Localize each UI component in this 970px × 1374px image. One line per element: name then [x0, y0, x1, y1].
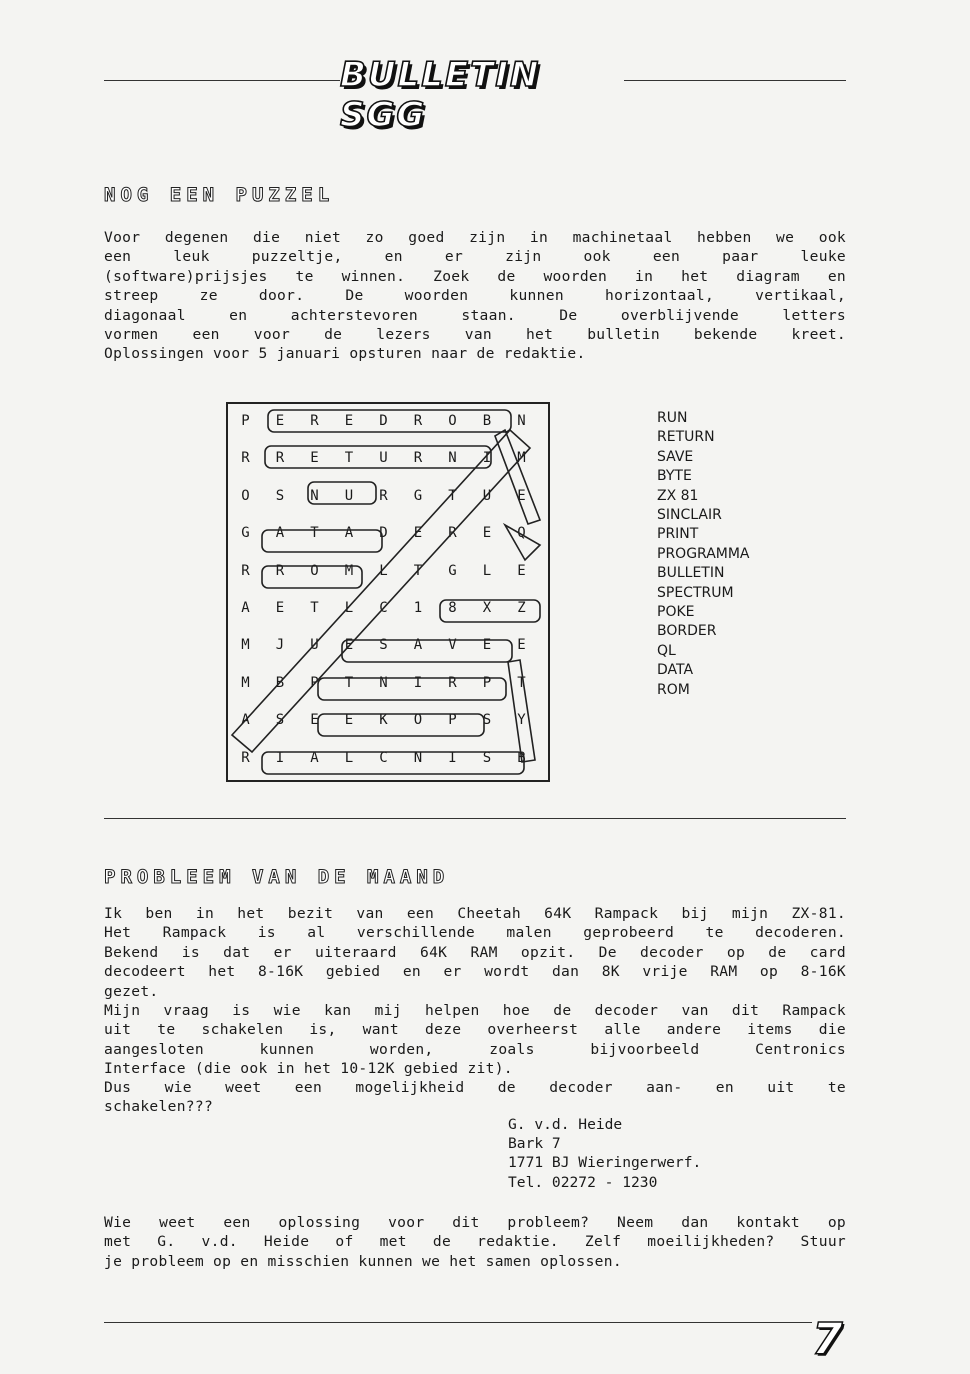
word-list-item: ROM	[657, 681, 690, 698]
text-line: streep ze door. De woorden kunnen horizontaal, vertikaal,	[104, 287, 846, 305]
word-list-item: PRINT	[657, 526, 699, 543]
word-list-item: SPECTRUM	[657, 584, 734, 601]
grid-cell: P	[448, 712, 457, 729]
grid-cell: E	[517, 562, 526, 579]
grid-cell: R	[275, 562, 285, 579]
text-line: diagonaal en achterstevoren staan. De overblijvende letters	[104, 306, 846, 324]
strike-rom	[262, 566, 362, 588]
text-line: Ik ben in het bezit van een Cheetah 64K Rampack bij mijn ZX-81.	[104, 905, 846, 922]
grid-cell: S	[275, 712, 285, 729]
grid-cell: R	[275, 450, 285, 467]
grid-cell: Q	[517, 525, 526, 542]
grid-cell: E	[344, 637, 354, 654]
grid-cell: U	[482, 487, 492, 504]
strike-border	[268, 410, 511, 432]
grid-cell: R	[379, 487, 388, 504]
problem-title: PROBLEEM VAN DE MAAND	[104, 866, 450, 888]
problem-paragraph-2	[104, 1001, 846, 1079]
grid-cell: R	[310, 413, 319, 429]
puzzle-title: NOG EEN PUZZEL	[104, 184, 335, 206]
grid-cell: A	[310, 749, 319, 766]
grid-cell: T	[448, 487, 457, 504]
text-line: gezet.	[104, 982, 159, 1000]
text-line: Oplossingen voor 5 januari opsturen naar de redaktie.	[104, 345, 586, 363]
grid-cell: M	[344, 562, 354, 579]
grid-cell: V	[448, 637, 457, 654]
grid-cell: M	[241, 674, 250, 691]
word-list-item: PROGRAMMA	[657, 545, 750, 562]
problem-paragraph-4	[104, 1213, 846, 1271]
strike-poke	[318, 714, 484, 736]
grid-cell: K	[379, 712, 388, 729]
grid-cell: A	[344, 525, 354, 542]
grid-cell: N	[310, 487, 319, 504]
grid-cell: E	[310, 712, 319, 729]
text-line: Dus wie weet een mogelijkheid de decoder aan- en uit te	[104, 1079, 846, 1096]
grid-cell: U	[310, 637, 319, 654]
grid-cell: E	[344, 712, 354, 729]
text-line: aangesloten kunnen worden, zoals bijvoorbeeld Centronics	[104, 1040, 846, 1058]
grid-cell: E	[517, 637, 526, 654]
grid-cell: S	[379, 637, 388, 654]
text-line: Het Rampack is al verschillende malen geprobeerd te decoderen.	[104, 924, 846, 942]
grid-cell: E	[275, 600, 285, 616]
grid-cell: 8	[448, 600, 457, 616]
text-line: schakelen???	[104, 1098, 214, 1116]
grid-cell: N	[517, 413, 526, 429]
grid-cell: U	[379, 450, 388, 467]
grid-cell: E	[482, 637, 492, 654]
text-line: Mijn vraag is wie kan mij helpen hoe de decoder van dit Rampack	[104, 1002, 846, 1019]
grid-cell: N	[413, 749, 423, 766]
strike-data	[262, 530, 382, 552]
grid-cell: E	[517, 487, 526, 504]
grid-cell: P	[241, 413, 250, 429]
grid-cell: R	[241, 450, 250, 467]
word-list-item: SINCLAIR	[657, 507, 722, 524]
grid-cell: E	[275, 413, 285, 429]
text-line: Bekend is dat er uiteraard 64K RAM opzit. De decoder op de card	[104, 943, 846, 961]
word-list-item: RUN	[657, 410, 688, 426]
grid-cell: L	[482, 562, 492, 579]
grid-cell: T	[310, 600, 319, 616]
grid-cell: T	[517, 674, 526, 691]
grid-cell: C	[379, 600, 388, 616]
grid-cell: L	[379, 562, 388, 579]
text-line: Voor degenen die niet zo goed zijn in machinetaal hebben we ook	[104, 229, 846, 246]
strike-sinclair	[262, 752, 524, 774]
grid-cell: G	[448, 562, 457, 579]
grid-cell: I	[482, 450, 492, 467]
grid-cell: X	[482, 600, 492, 616]
word-list	[657, 409, 750, 700]
grid-cell: A	[413, 637, 423, 654]
grid-cell: R	[413, 413, 423, 429]
grid-cell: E	[310, 450, 319, 467]
grid-cell: A	[241, 600, 250, 616]
address-line: Tel. 02272 - 1230	[508, 1173, 658, 1191]
grid-cell: E	[482, 525, 492, 542]
text-line: uit te schakelen is, want deze overheerst alle andere items die	[104, 1021, 846, 1039]
grid-cell: A	[275, 525, 285, 542]
grid-cell: G	[241, 525, 250, 542]
grid-cell: U	[344, 487, 354, 504]
grid-cell: N	[448, 450, 457, 467]
grid-cell: I	[413, 674, 423, 691]
grid-cell: S	[275, 487, 285, 504]
grid-cell: G	[413, 487, 423, 504]
word-list-item: SAVE	[657, 448, 694, 465]
grid-cell: T	[344, 450, 354, 467]
strike-print	[318, 678, 506, 700]
grid-cell: P	[310, 674, 319, 691]
grid-cell: M	[517, 450, 526, 467]
grid-cell: T	[413, 562, 423, 579]
grid-cell: E	[413, 525, 423, 542]
text-line: Wie weet een oplossing voor dit probleem? Neem dan kontakt op	[104, 1214, 846, 1231]
grid-cell: B	[517, 749, 526, 766]
grid-cell: R	[413, 450, 423, 467]
grid-cell: R	[241, 749, 250, 766]
grid-cell: 1	[413, 600, 423, 616]
grid-cell: N	[379, 674, 388, 691]
text-line: je probleem op en misschien kunnen we het samen oplossen.	[104, 1252, 622, 1270]
grid-cell: O	[310, 562, 319, 579]
contact-address	[508, 1115, 701, 1192]
strike-return	[265, 446, 491, 468]
grid-cell: R	[448, 525, 457, 542]
grid-cell: I	[275, 749, 285, 766]
bottom-rule	[104, 1322, 812, 1323]
grid-cell: S	[482, 712, 492, 729]
strike-byte	[508, 660, 535, 762]
grid-cell: Y	[517, 712, 526, 729]
word-list-item: RETURN	[657, 429, 715, 446]
grid-cell: I	[448, 749, 457, 766]
grid-cell: E	[344, 413, 354, 429]
word-list-item: DATA	[657, 662, 694, 679]
grid-cell: L	[344, 600, 354, 616]
address-line: 1771 BJ Wieringerwerf.	[508, 1154, 702, 1172]
grid-cell: T	[310, 525, 319, 542]
grid-cell: R	[448, 674, 457, 691]
text-line: een leuk puzzeltje, en er zijn ook een paar leuke	[104, 248, 846, 266]
word-list-item: QL	[657, 642, 676, 659]
grid-cell: T	[344, 674, 354, 691]
strike-spectrum	[232, 430, 530, 752]
grid-cell: D	[379, 525, 388, 542]
page-number: 7	[812, 1314, 843, 1365]
grid-cell: O	[448, 413, 457, 429]
strike-ql	[505, 525, 540, 560]
grid-cell: A	[241, 712, 250, 729]
masthead: BULLETIN SGG	[340, 55, 541, 135]
strike-save	[342, 640, 512, 662]
strike-bulletin	[495, 430, 540, 524]
text-line: Interface (die ook in het 10-12K gebied zit).	[104, 1060, 513, 1078]
grid-cell: C	[379, 749, 388, 766]
address-line: G. v.d. Heide	[508, 1116, 623, 1133]
text-line: (software)prijsjes te winnen. Zoek de woorden in het diagram en	[104, 267, 846, 285]
grid-cell: J	[275, 637, 285, 654]
section-rule	[104, 818, 846, 819]
grid-cell: Z	[517, 600, 526, 616]
grid-cell: P	[482, 674, 492, 691]
address-line: Bark 7	[508, 1135, 561, 1153]
grid-cell: L	[344, 749, 354, 766]
text-line: vormen een voor de lezers van het bulletin bekende kreet.	[104, 326, 846, 344]
grid-cell: B	[275, 674, 285, 691]
strike-zx81	[440, 600, 540, 622]
word-list-item: POKE	[657, 604, 695, 621]
word-list-item: ZX 81	[657, 487, 699, 504]
grid-cell: R	[241, 562, 250, 579]
grid-cell: B	[482, 413, 492, 429]
grid-cell: O	[413, 712, 423, 729]
word-list-item: BYTE	[657, 468, 692, 485]
grid-cell: D	[379, 413, 388, 429]
grid-cell: S	[482, 749, 492, 766]
problem-paragraph-1	[104, 904, 846, 1001]
word-list-item: BULLETIN	[657, 565, 725, 582]
word-list-item: BORDER	[657, 623, 717, 640]
strike-run	[308, 482, 376, 504]
grid-cell: M	[241, 637, 250, 654]
problem-paragraph-3	[104, 1078, 846, 1117]
text-line: decodeert het 8-16K gebied en er wordt dan 8K vrije RAM op 8-16K	[104, 963, 846, 981]
text-line: met G. v.d. Heide of met de redaktie. Zelf moeilijkheden? Stuur	[104, 1233, 846, 1251]
grid-cell: O	[241, 487, 250, 504]
